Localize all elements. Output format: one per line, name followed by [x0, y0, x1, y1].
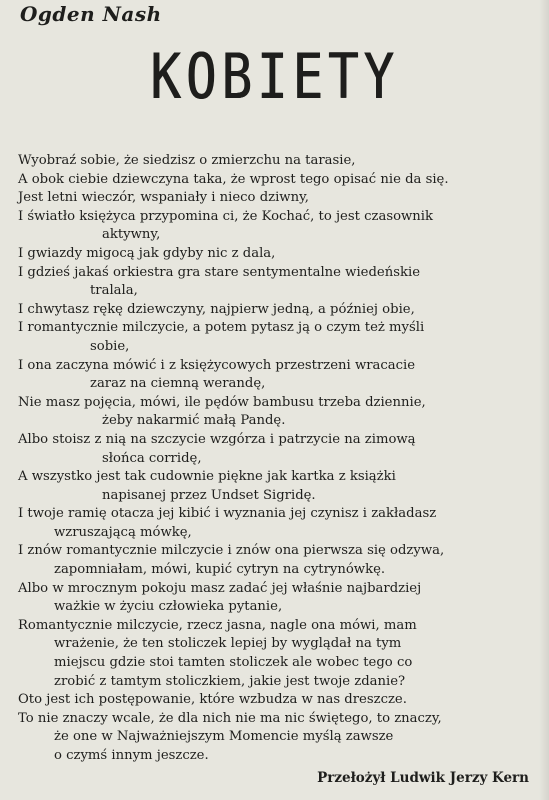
- poem-line: wrażenie, że ten stoliczek lepiej by wyglądał na tym: [54, 636, 402, 652]
- poem-line: o czymś innym jeszcze.: [54, 748, 209, 763]
- poem-line: słońca corridę,: [102, 450, 202, 466]
- poem-line: I ona zaczyna mówić i z księżycowych przestrzeni wracacie: [18, 357, 416, 373]
- poem-line: miejscu gdzie stoi tamten stoliczek ale wobec tego co: [54, 655, 413, 671]
- poem-line: aktywny,: [102, 227, 161, 243]
- poem-line: I chwytasz rękę dziewczyny, najpierw jedną, a później obie,: [18, 301, 415, 317]
- poem-title: KOBIETY: [150, 40, 399, 113]
- poem-line: napisanej przez Undset Sigridę.: [102, 487, 316, 503]
- poem-line: I gdzieś jakaś orkiestra gra stare sentymentalne wiedeńskie: [18, 264, 421, 280]
- poem-line: A wszystko jest tak cudownie piękne jak kartka z książki: [18, 469, 396, 485]
- poem-line: Albo w mrocznym pokoju masz zadać jej właśnie najbardziej: [18, 580, 422, 596]
- poem-line: I znów romantycznie milczycie i znów ona pierwsza się odzywa,: [18, 543, 445, 559]
- poem-line: I gwiazdy migocą jak gdyby nic z dala,: [18, 245, 276, 261]
- poem-line: Jest letni wieczór, wspaniały i nieco dziwny,: [18, 190, 309, 206]
- poem-line: sobie,: [90, 338, 130, 354]
- poem-line: I światło księżyca przypomina ci, że Kochać, to jest czasownik: [18, 208, 434, 224]
- poem-line: Nie masz pojęcia, mówi, ile pędów bambusu trzeba dziennie,: [18, 394, 426, 410]
- author-name: Ogden Nash: [20, 2, 162, 26]
- poem-line: że one w Najważniejszym Momencie myślą zawsze: [54, 729, 394, 745]
- translator-credit: Przełożył Ludwik Jerzy Kern: [317, 770, 529, 786]
- poem-line: Wyobraź sobie, że siedzisz o zmierzchu na tarasie,: [18, 153, 356, 168]
- poem-line: zrobić z tamtym stoliczkiem, jakie jest twoje zdanie?: [54, 673, 406, 689]
- poem-line: tralala,: [90, 283, 138, 299]
- poem-line: ważkie w życiu człowieka pytanie,: [54, 599, 283, 615]
- poem-line: I romantycznie milczycie, a potem pytasz ją o czym też myśli: [18, 320, 425, 336]
- poem-line: wzruszającą mówkę,: [54, 524, 192, 540]
- poem-line: Albo stoisz z nią na szczycie wzgórza i patrzycie na zimową: [18, 431, 416, 447]
- poem-line: żeby nakarmić małą Pandę.: [102, 413, 286, 429]
- page-edge-shadow: [539, 0, 549, 800]
- poem-line: zapomniałam, mówi, kupić cytryn na cytrynówkę.: [54, 562, 386, 578]
- poem-body: [18, 152, 532, 766]
- poem-line: I twoje ramię otacza jej kibić i wyznania jej czynisz i zakładasz: [18, 506, 437, 522]
- poem-line: Romantycznie milczycie, rzecz jasna, nagle ona mówi, mam: [18, 617, 417, 633]
- poem-line: To nie znaczy wcale, że dla nich nie ma nic świętego, to znaczy,: [18, 710, 442, 726]
- poem-line: Oto jest ich postępowanie, które wzbudza w nas dreszcze.: [18, 692, 407, 708]
- poem-line: zaraz na ciemną werandę,: [90, 376, 266, 392]
- poem-line: A obok ciebie dziewczyna taka, że wprost tego opisać nie da się.: [18, 171, 449, 187]
